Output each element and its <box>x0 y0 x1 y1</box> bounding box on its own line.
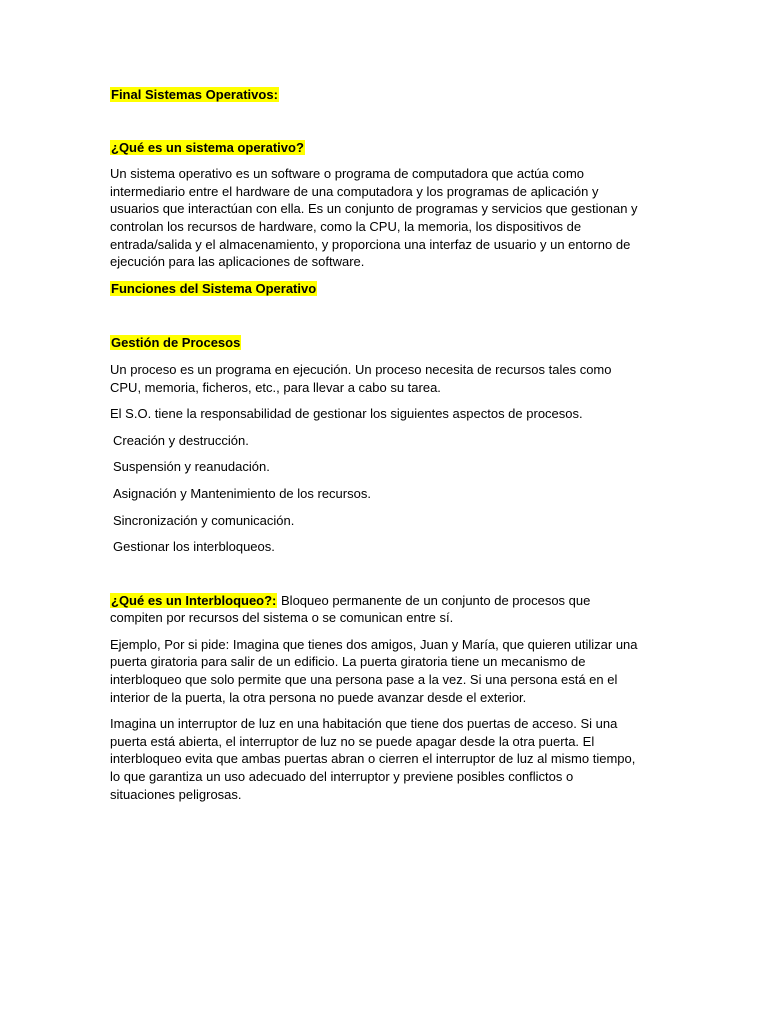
section-heading-process-management-text: Gestión de Procesos <box>111 335 241 351</box>
interbloqueo-definition-text: Bloqueo permanente de un conjunto de procesos que compiten por recursos del sistema o se comunican entre sí. <box>110 592 591 626</box>
paragraph-example-light-switch: Imagina un interruptor de luz en una habitación que tiene dos puertas de acceso. Si una puerta está abierta, el interruptor de luz no se puede apagar desde la otra puerta. El interbloqueo evita que ambas puertas abran o cierren el interruptor de luz al mismo tiempo, lo que garantiza un uso adecuado del interruptor y previene posibles conflictos o situaciones peligrosas. <box>110 716 636 802</box>
paragraph-os-definition: Un sistema operativo es un software o programa de computadora que actúa como intermediario entre el hardware de una computadora y los programas de aplicación y usuarios que interactúan con ella. Es un conjunto de programas y servicios que gestionan y controlan los recursos de hardware, como la CPU, la memoria, los dispositivos de entrada/salida y el almacenamiento, y proporciona una interfaz de usuario y un entorno de ejecución para las aplicaciones de software. <box>110 166 638 270</box>
document-title-text: Final Sistemas Operativos: <box>111 87 278 102</box>
section-heading-interbloqueo: ¿Qué es un Interbloqueo?: <box>111 592 277 608</box>
paragraph-interbloqueo-definition <box>110 592 638 627</box>
section-heading-functions-text: Funciones del Sistema Operativo <box>111 280 317 296</box>
paragraph-example-revolving-door: Ejemplo, Por si pide: Imagina que tienes dos amigos, Juan y María, que quieren utilizar una puerta giratoria para salir de un edificio. La puerta giratoria tiene un mecanismo de interbloqueo que solo permite que una persona pase a la vez. Si una persona está en el interior de la puerta, la otra persona no puede avanzar desde el exterior. <box>110 636 638 705</box>
section-heading-process-management <box>110 334 638 352</box>
list-item: Suspensión y reanudación. <box>113 459 270 475</box>
section-heading-functions <box>110 280 638 298</box>
document-content <box>110 86 638 803</box>
list-item: Gestionar los interbloqueos. <box>113 539 275 555</box>
list-item: Creación y destrucción. <box>113 432 249 448</box>
section-heading-os <box>110 139 638 157</box>
paragraph-os-responsibility: El S.O. tiene la responsabilidad de gestionar los siguientes aspectos de procesos. <box>110 406 583 422</box>
list-item: Asignación y Mantenimiento de los recursos. <box>113 485 371 501</box>
paragraph-process-definition: Un proceso es un programa en ejecución. Un proceso necesita de recursos tales como CPU, memoria, ficheros, etc., para llevar a cabo su tarea. <box>110 361 612 395</box>
document-title <box>110 86 638 104</box>
list-item: Sincronización y comunicación. <box>113 512 295 528</box>
section-heading-os-text: ¿Qué es un sistema operativo? <box>111 139 304 155</box>
